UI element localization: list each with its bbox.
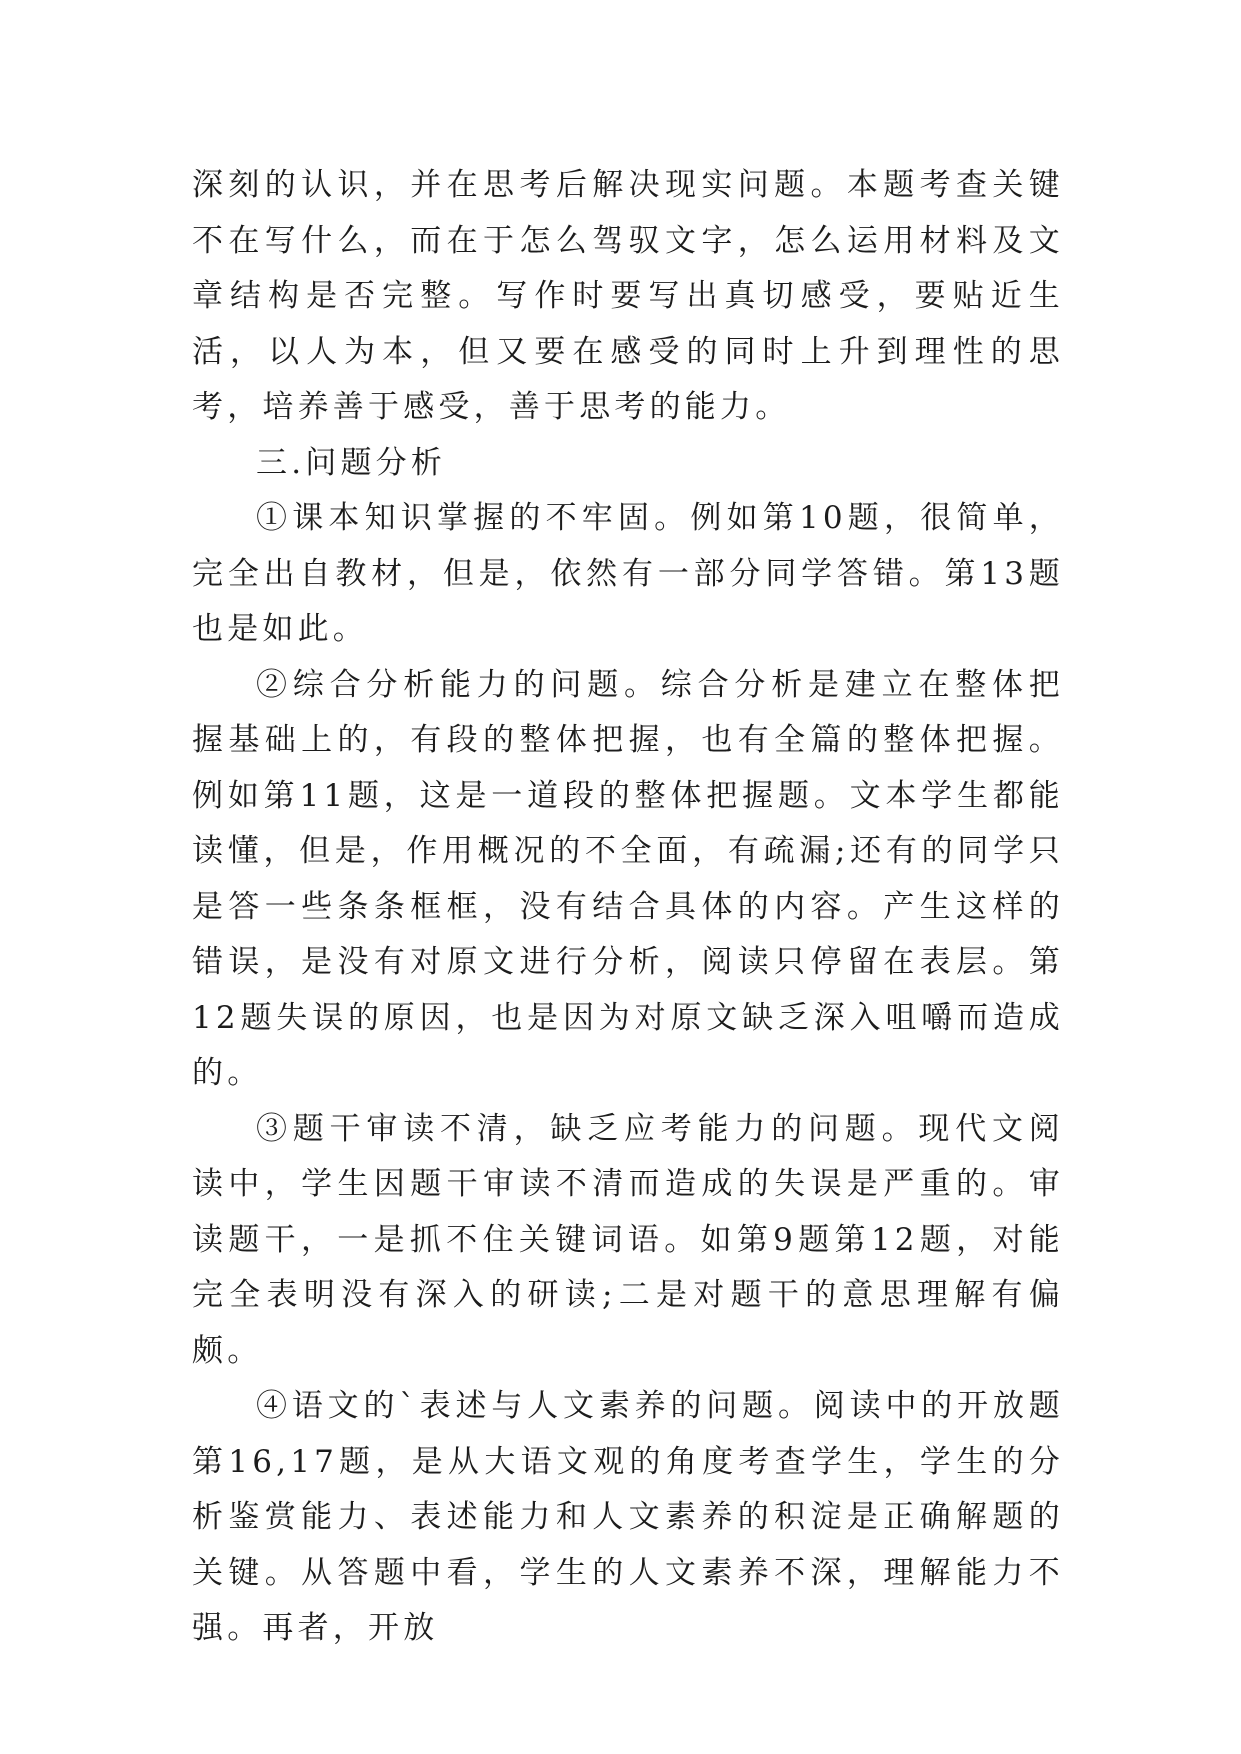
paragraph-item-4: ④语文的`表述与人文素养的问题。阅读中的开放题第16,17题，是从大语文观的角度考查学生，学生的分析鉴赏能力、表述能力和人文素养的积淀是正确解题的关键。从答题中看，学生的人文素养不深，理解能力不强。再者，开放 — [192, 1388, 1064, 1646]
paragraph-continuation: 深刻的认识，并在思考后解决现实问题。本题考查关键不在写什么，而在于怎么驾驭文字，怎么运用材料及文章结构是否完整。写作时要写出真切感受，要贴近生活，以人为本，但又要在感受的同时上升到理性的思考，培养善于感受，善于思考的能力。 — [192, 167, 1064, 425]
paragraph-item-3: ③题干审读不清，缺乏应考能力的问题。现代文阅读中，学生因题干审读不清而造成的失误是严重的。审读题干，一是抓不住关键词语。如第9题第12题，对能完全表明没有深入的研读;二是对题干的意思理解有偏颇。 — [192, 1110, 1064, 1369]
section-heading: 三.问题分析 — [256, 444, 447, 481]
paragraph-item-1: ①课本知识掌握的不牢固。例如第10题，很简单，完全出自教材，但是，依然有一部分同学答错。第13题也是如此。 — [192, 500, 1064, 647]
paragraph-item-2: ②综合分析能力的问题。综合分析是建立在整体把握基础上的，有段的整体把握，也有全篇的整体把握。例如第11题，这是一道段的整体把握题。文本学生都能读懂，但是，作用概况的不全面，有疏漏;还有的同学只是答一些条条框框，没有结合具体的内容。产生这样的错误，是没有对原文进行分析，阅读只停留在表层。第12题失误的原因，也是因为对原文缺乏深入咀嚼而造成的。 — [192, 666, 1064, 1091]
document-body — [192, 158, 1064, 1657]
